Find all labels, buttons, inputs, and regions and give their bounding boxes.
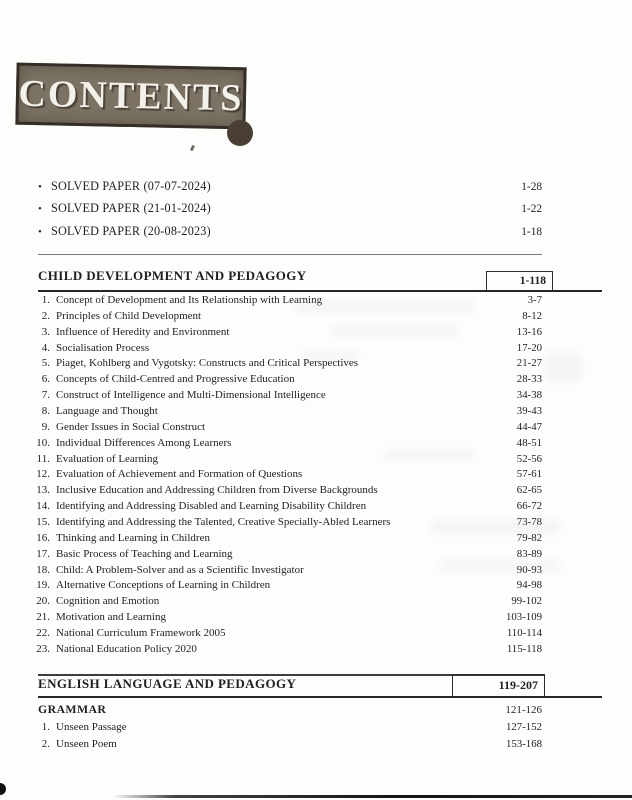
item-number: 9.	[41, 420, 50, 433]
item-pages: 90-93	[516, 563, 542, 576]
item-pages: 3-7	[527, 294, 542, 306]
item-number: 1.	[41, 294, 50, 306]
item-number: 2.	[41, 309, 50, 322]
item-pages: 110-114	[506, 627, 542, 640]
item-pages: 52-56	[516, 452, 542, 465]
item-title: National Education Policy 2020	[56, 642, 197, 655]
contents-banner	[15, 63, 246, 130]
item-title: Concept of Development and Its Relationship with Learning	[56, 294, 323, 306]
item-pages: 28-33	[516, 373, 542, 386]
toc-row	[34, 405, 542, 421]
item-title: Inclusive Education and Addressing Children from Diverse Backgrounds	[56, 484, 378, 497]
toc-row	[34, 721, 542, 738]
paper-label: SOLVED PAPER (20-08-2023)	[51, 223, 211, 238]
solved-paper-row	[38, 201, 542, 223]
item-pages: 79-82	[516, 531, 542, 544]
toc-row	[34, 310, 542, 326]
subsection-row	[38, 702, 542, 722]
section-rule	[38, 290, 602, 292]
item-pages: 34-38	[516, 389, 542, 402]
scan-smudge	[545, 352, 581, 382]
item-pages: 44-47	[516, 420, 542, 433]
page-title: CONTENTS	[18, 72, 244, 120]
scan-smudge	[385, 450, 475, 460]
item-number: 3.	[41, 325, 50, 338]
paper-pages: 1-18	[521, 225, 542, 238]
item-title: Individual Differences Among Learners	[56, 436, 232, 449]
paper-label: SOLVED PAPER (21-01-2024)	[51, 201, 211, 216]
toc-row	[34, 611, 542, 627]
section-items-list	[34, 721, 542, 755]
item-number: 15.	[36, 516, 50, 529]
item-number: 5.	[41, 357, 50, 370]
item-number: 6.	[41, 373, 50, 386]
item-number: 1.	[41, 721, 50, 733]
item-number: 11.	[36, 452, 50, 465]
item-number: 7.	[41, 389, 50, 402]
bullet-icon: •	[38, 181, 42, 193]
item-pages: 57-61	[516, 468, 542, 481]
scan-smudge	[330, 326, 460, 336]
item-pages: 83-89	[516, 547, 542, 560]
toc-row	[34, 579, 542, 595]
item-title: Concepts of Child-Centred and Progressive Education	[56, 373, 295, 386]
item-title: Socialisation Process	[56, 341, 150, 354]
item-title: Language and Thought	[56, 405, 158, 418]
item-title: Principles of Child Development	[56, 309, 202, 322]
item-pages: 21-27	[516, 357, 542, 370]
item-title: Motivation and Learning	[56, 611, 166, 624]
item-title: Piaget, Kohlberg and Vygotsky: Constructs and Critical Perspectives	[56, 357, 359, 370]
item-title: Evaluation of Learning	[56, 452, 159, 465]
item-number: 20.	[36, 595, 50, 608]
item-pages: 153-168	[506, 738, 542, 751]
item-title: Thinking and Learning in Children	[56, 531, 210, 544]
item-number: 18.	[36, 563, 50, 576]
item-number: 13.	[36, 484, 50, 497]
toc-row	[34, 389, 542, 405]
item-pages: 62-65	[516, 484, 542, 497]
toc-row	[34, 595, 542, 611]
item-number: 14.	[36, 500, 50, 513]
item-pages: 94-98	[516, 579, 542, 592]
section-title: CHILD DEVELOPMENT AND PEDAGOGY	[38, 268, 307, 283]
item-pages: 103-109	[506, 611, 542, 624]
toc-row	[34, 484, 542, 500]
item-number: 10.	[36, 436, 50, 449]
item-title: Influence of Heredity and Environment	[56, 325, 230, 338]
item-pages: 17-20	[516, 341, 542, 354]
item-pages: 73-78	[516, 516, 542, 529]
solved-paper-row	[38, 224, 542, 246]
solved-paper-row	[38, 179, 542, 201]
item-pages: 13-16	[516, 325, 542, 338]
section-rule	[38, 696, 602, 698]
item-pages: 127-152	[506, 721, 542, 733]
item-number: 4.	[41, 341, 50, 354]
banner-dot-icon	[227, 120, 253, 146]
item-title: Basic Process of Teaching and Learning	[56, 547, 233, 560]
subsection-pages: 121-126	[505, 704, 542, 716]
item-title: Unseen Passage	[56, 721, 127, 733]
section-items-list	[34, 294, 542, 659]
item-title: National Curriculum Framework 2005	[56, 627, 226, 640]
item-pages: 66-72	[516, 500, 542, 513]
paper-pages: 1-22	[521, 203, 542, 216]
item-number: 23.	[36, 642, 50, 655]
item-title: Alternative Conceptions of Learning in Children	[56, 579, 271, 592]
section-page-range: 119-207	[452, 674, 545, 696]
bullet-icon: •	[38, 225, 42, 238]
item-title: Cognition and Emotion	[56, 595, 160, 608]
bullet-icon: •	[38, 203, 42, 216]
item-pages: 39-43	[516, 405, 542, 418]
item-title: Unseen Poem	[56, 738, 117, 751]
subsection-title: GRAMMAR	[38, 702, 107, 716]
item-number: 8.	[41, 405, 50, 418]
item-title: Identifying and Addressing Disabled and Learning Disability Children	[56, 500, 367, 513]
item-pages: 99-102	[511, 595, 542, 608]
page-edge-line	[112, 795, 632, 798]
toc-row	[34, 468, 542, 484]
paper-label: SOLVED PAPER (07-07-2024)	[51, 179, 211, 193]
item-number: 19.	[36, 579, 50, 592]
item-number: 2.	[41, 738, 50, 751]
toc-row	[34, 627, 542, 643]
scan-smudge	[300, 352, 360, 360]
toc-row	[34, 342, 542, 358]
toc-row	[34, 738, 542, 755]
item-title: Gender Issues in Social Construct	[56, 420, 206, 433]
item-number: 22.	[36, 627, 50, 640]
item-number: 17.	[36, 547, 50, 560]
toc-row	[34, 500, 542, 516]
item-pages: 115-118	[506, 642, 542, 655]
item-pages: 48-51	[516, 436, 542, 449]
scan-smudge	[440, 560, 560, 572]
toc-row	[34, 532, 542, 548]
page-edge-mark	[0, 783, 6, 795]
item-number: 16.	[36, 531, 50, 544]
ink-speck	[190, 145, 195, 152]
item-pages: 8-12	[522, 309, 542, 322]
toc-row	[34, 373, 542, 389]
separator-rule	[38, 254, 542, 255]
scan-smudge	[295, 300, 475, 312]
section-page-range: 1-118	[486, 271, 553, 291]
item-title: Evaluation of Achievement and Formation of Questions	[56, 468, 303, 481]
item-title: Child: A Problem-Solver and as a Scientific Investigator	[56, 563, 304, 576]
toc-row	[34, 421, 542, 437]
item-number: 12.	[36, 468, 50, 481]
toc-row	[34, 643, 542, 659]
item-title: Identifying and Addressing the Talented, Creative Specially-Abled Learners	[56, 516, 391, 529]
item-title: Construct of Intelligence and Multi-Dimensional Intelligence	[56, 389, 326, 402]
toc-row	[34, 357, 542, 373]
scan-smudge	[430, 520, 560, 534]
solved-papers-list	[38, 179, 542, 246]
section-title: ENGLISH LANGUAGE AND PEDAGOGY	[38, 676, 297, 691]
paper-pages: 1-28	[521, 181, 542, 193]
item-number: 21.	[36, 611, 50, 624]
toc-row	[34, 326, 542, 342]
